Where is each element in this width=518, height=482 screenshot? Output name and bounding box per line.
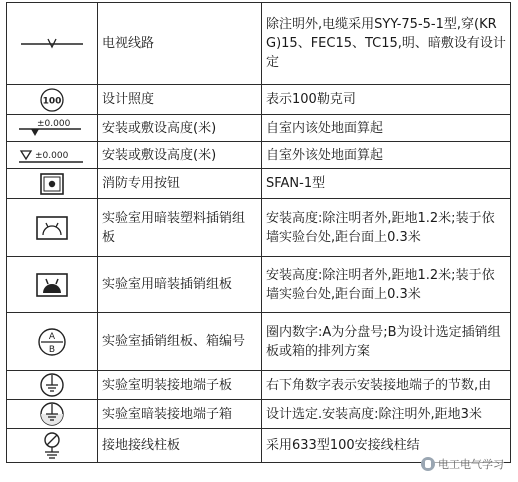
lab-socket-panel-icon [32, 270, 72, 300]
desc-cell: 右下角数字表示安装接地端子的节数,由 [262, 371, 511, 400]
table-row [7, 3, 511, 85]
symbol-cell [7, 199, 98, 257]
table-row [7, 313, 511, 371]
desc-cell: 自室内该处地面算起 [262, 115, 511, 142]
name-cell: 接地接线柱板 [98, 429, 262, 463]
desc-cell: 圈内数字:A为分盘号;B为设计选定插销组板或箱的排列方案 [262, 313, 511, 371]
desc-cell: 自室外该处地面算起 [262, 142, 511, 169]
name-cell: 实验室暗装接地端子箱 [98, 400, 262, 429]
name-cell: 实验室用暗装插销组板 [98, 257, 262, 313]
desc-cell: 除注明外,电缆采用SYY-75-5-1型,穿(KRG)15、FEC15、TC15,明、暗敷设有设计定 [262, 3, 511, 85]
name-cell: 实验室插销组板、箱编号 [98, 313, 262, 371]
desc-cell: 表示100勒克司 [262, 85, 511, 115]
table-row [7, 169, 511, 199]
desc-cell: 安装高度:除注明者外,距地1.2米;装于依墙实验台处,距台面上0.3米 [262, 257, 511, 313]
outdoor-elevation-icon [15, 144, 89, 166]
desc-cell: SFAN-1型 [262, 169, 511, 199]
watermark-text: 电工电气学习 [438, 458, 504, 471]
desc-cell: 安装高度:除注明者外,距地1.2米;装于依墙实验台处,距台面上0.3米 [262, 199, 511, 257]
table-row [7, 85, 511, 115]
indoor-elevation-icon [15, 117, 89, 139]
symbol-cell [7, 313, 98, 371]
name-cell: 消防专用按钮 [98, 169, 262, 199]
symbol-cell [7, 371, 98, 400]
desc-cell: 设计选定.安装高度:除注明外,距地3米 [262, 400, 511, 429]
illuminance-100-icon [37, 87, 67, 113]
table-row [7, 142, 511, 169]
symbol-cell [7, 115, 98, 142]
lab-surface-ground-terminal-icon [37, 371, 67, 399]
tv-line-icon [17, 34, 87, 54]
name-cell: 电视线路 [98, 3, 262, 85]
lab-plastic-socket-panel-icon [32, 213, 72, 243]
name-cell: 安装或敷设高度(米) [98, 115, 262, 142]
symbol-cell [7, 85, 98, 115]
ground-terminal-post-icon [37, 430, 67, 462]
symbol-cell [7, 3, 98, 85]
name-cell: 实验室明装接地端子板 [98, 371, 262, 400]
wechat-logo-icon [421, 457, 435, 471]
desc-cell: 采用633型100安接线柱结 [262, 429, 511, 463]
symbol-cell [7, 169, 98, 199]
fire-button-icon [37, 172, 67, 196]
symbol-text-top: A [48, 331, 56, 342]
table-row [7, 257, 511, 313]
symbol-text: ±0.000 [35, 151, 69, 161]
name-cell: 设计照度 [98, 85, 262, 115]
symbol-cell [7, 257, 98, 313]
legend-table [6, 2, 511, 463]
name-cell: 安装或敷设高度(米) [98, 142, 262, 169]
symbol-cell [7, 429, 98, 463]
lab-socket-box-number-icon [35, 325, 69, 359]
lab-concealed-ground-terminal-icon [37, 400, 67, 428]
symbol-text: ±0.000 [37, 119, 71, 129]
table-row [7, 371, 511, 400]
symbol-cell [7, 142, 98, 169]
symbol-text-bottom: B [48, 344, 56, 355]
symbol-text: 100 [42, 96, 62, 106]
table-row [7, 400, 511, 429]
name-cell: 实验室用暗装塑料插销组板 [98, 199, 262, 257]
table-row [7, 199, 511, 257]
watermark [421, 456, 504, 472]
symbol-cell [7, 400, 98, 429]
table-row [7, 115, 511, 142]
